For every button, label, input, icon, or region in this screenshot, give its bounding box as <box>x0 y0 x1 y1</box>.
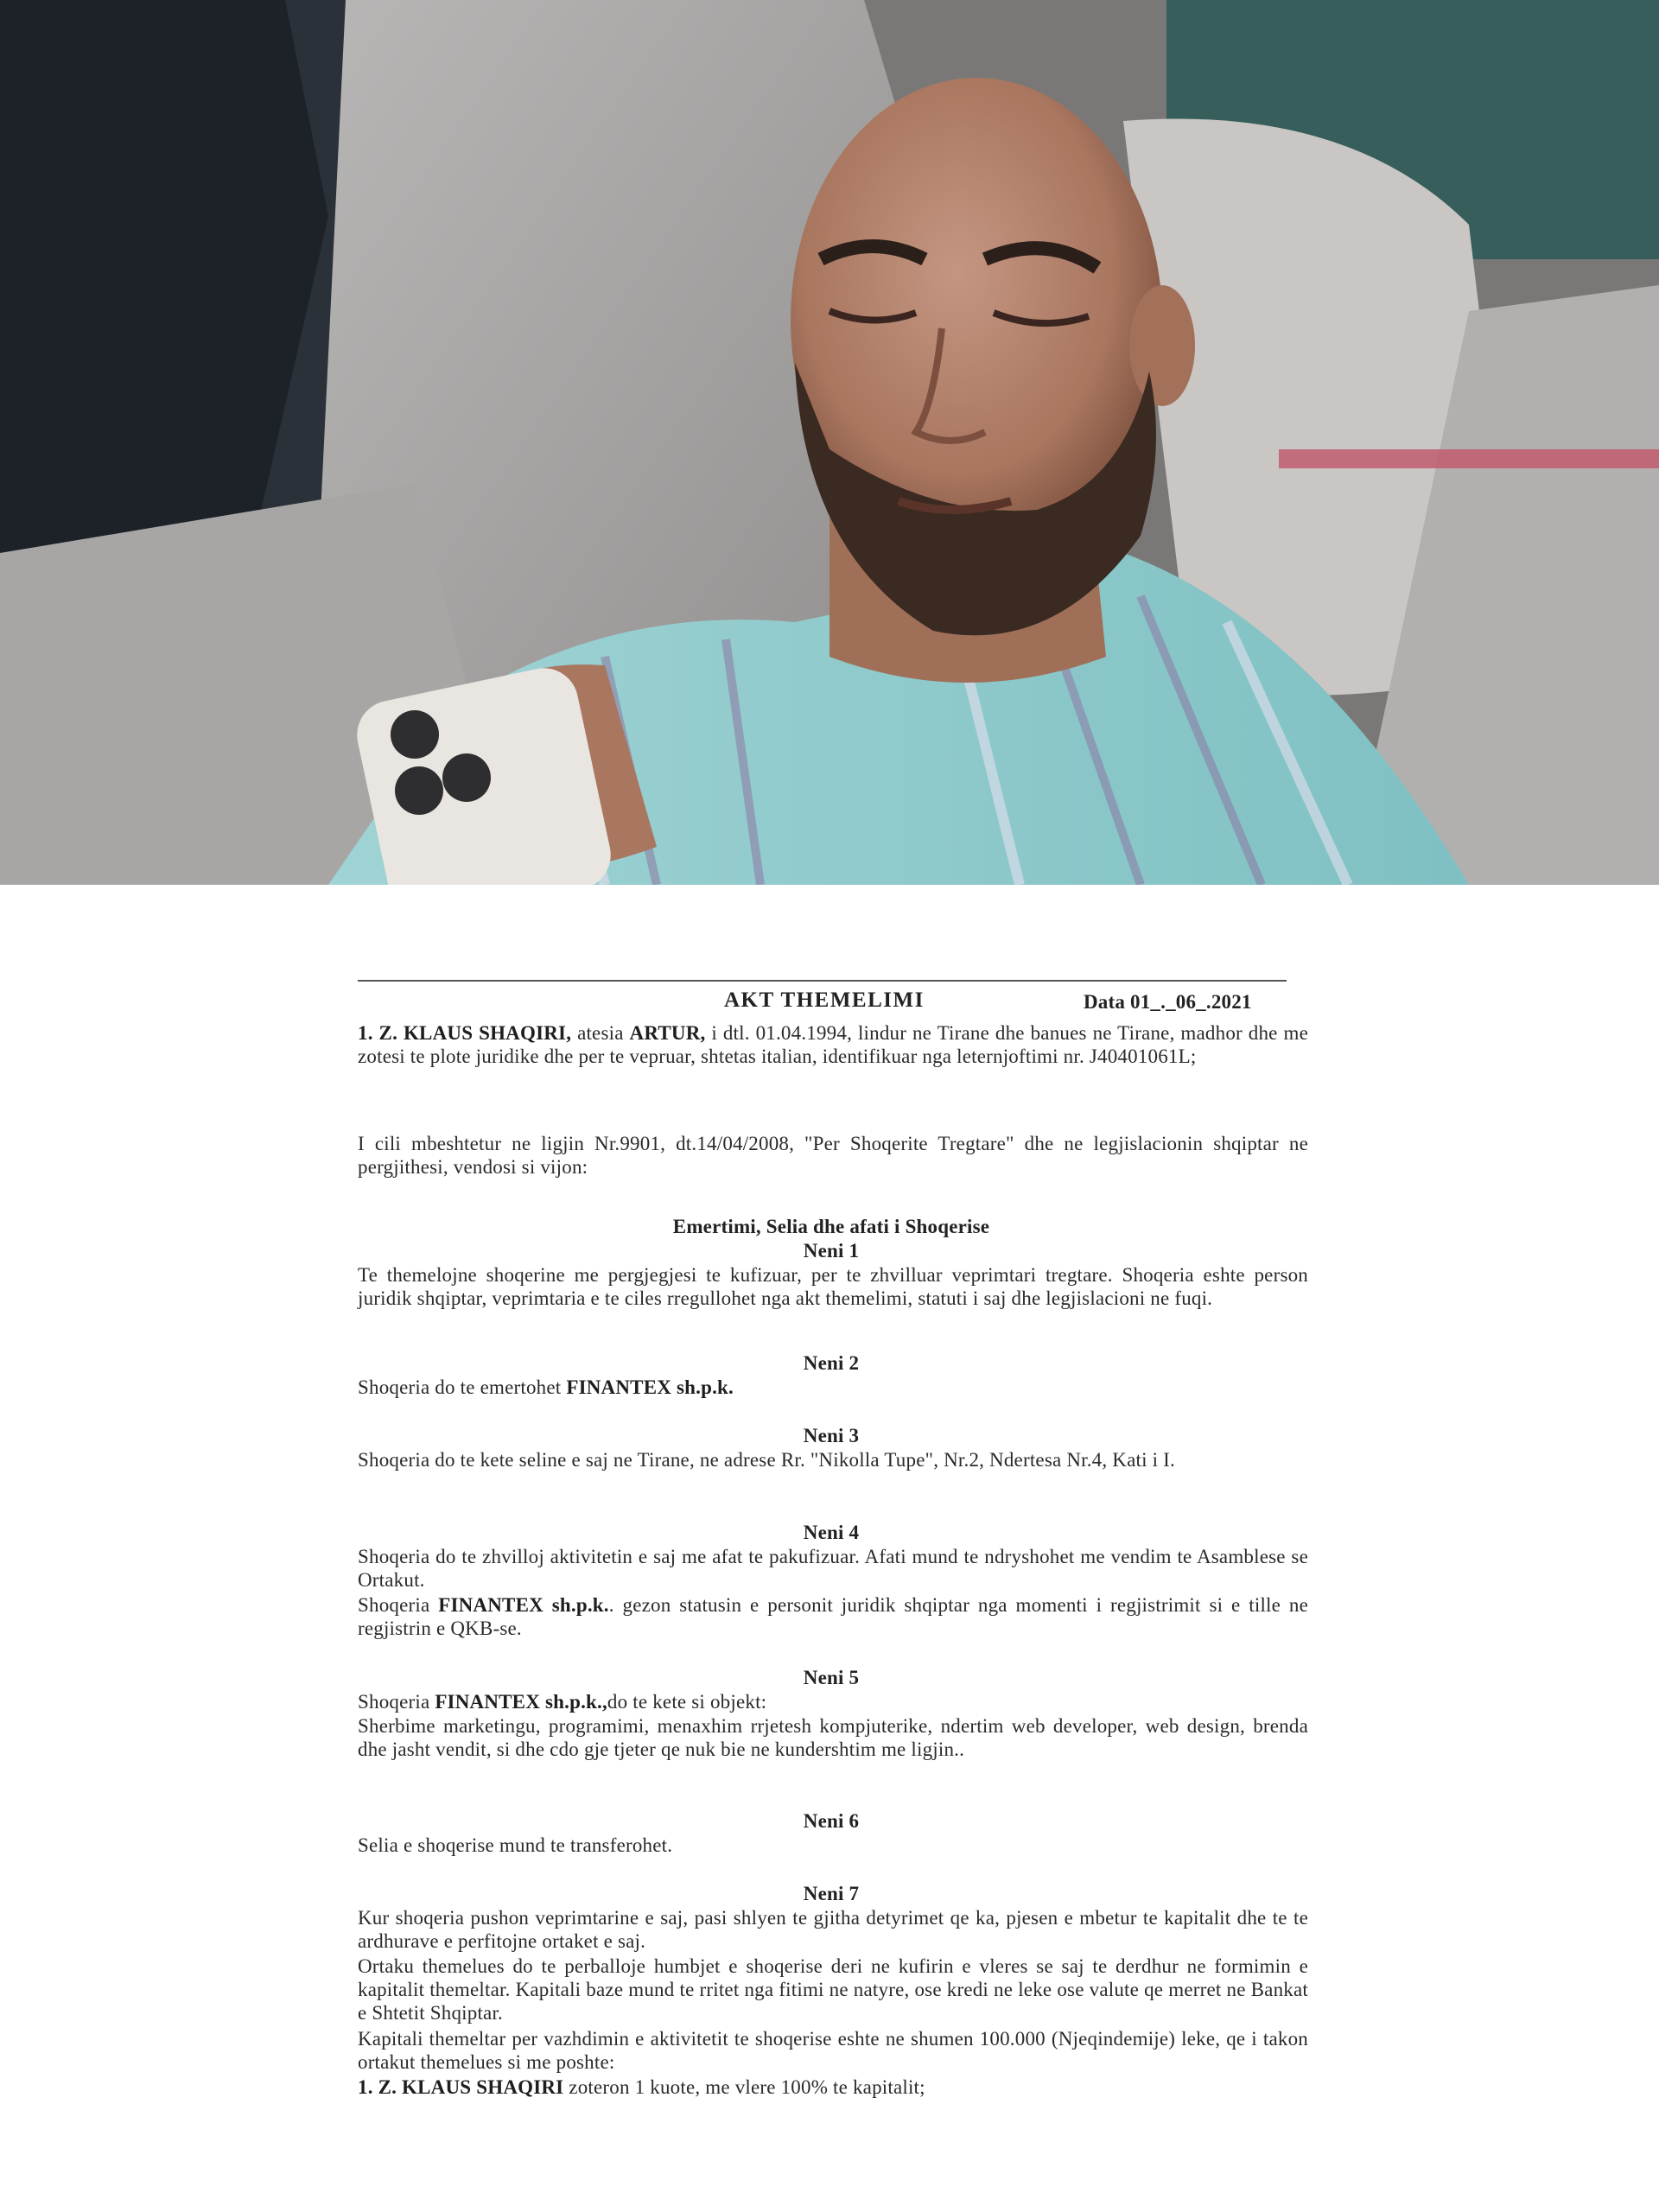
article-7-heading: Neni 7 <box>803 1883 860 1904</box>
article-4-text-2 <box>358 1593 1308 1640</box>
article-5-text-1b: do te kete si objekt: <box>607 1691 767 1713</box>
article-1-heading: Neni 1 <box>803 1240 860 1262</box>
article-5-text-2: Sherbime marketingu, programimi, menaxhim rrjetesh kompjuterike, ndertim web developer, web design, brenda dhe jasht vendit, si dhe cdo gje tjeter qe nuk bie ne kundershtim me ligjin.. <box>358 1715 1308 1760</box>
article-4-text-2b: . gezon statusin e personit juridik shqiptar nga momenti i regjistrimit si e tille ne regjistrin e QKB-se. <box>358 1594 1308 1639</box>
article-3-heading: Neni 3 <box>803 1425 860 1446</box>
article-7-text-2: Ortaku themelues do te perballoje humbjet e shoqerise deri ne kufirin e vleres se saj te derdhur ne formimin e kapitalit themeltar. Kapitali baze mund te rritet nga fitimi ne natyre, ose kredi ne leke ose valute qe merret ne Bankat e Shtetit Shqiptar. <box>358 1955 1308 2024</box>
article-5-heading: Neni 5 <box>803 1667 860 1688</box>
photo-illustration <box>0 0 1659 885</box>
party-number: 1. Z. <box>358 1022 398 1044</box>
section-title: Emertimi, Selia dhe afati i Shoqerise <box>672 1216 990 1237</box>
article-7-text-1: Kur shoqeria pushon veprimtarine e saj, pasi shlyen te gjitha detyrimet qe ka, pjesen e mbetur te kapitalit dhe te te ardhurave e perfitojne ortaket e saj. <box>358 1907 1308 1952</box>
shareholder-name: 1. Z. KLAUS SHAQIRI <box>358 2076 564 2098</box>
company-name-2: FINANTEX sh.p.k. <box>438 1594 609 1616</box>
atesia-label: atesia <box>577 1022 624 1044</box>
article-3-text: Shoqeria do te kete seline e saj ne Tirane, ne adrese Rr. "Nikolla Tupe", Nr.2, Ndertesa Nr.4, Kati i I. <box>358 1449 1175 1471</box>
party-details: i dtl. 01.04.1994, lindur ne Tirane dhe banues ne Tirane, madhor dhe me zotesi te plote juridike dhe per te vepruar, shtetas italian, identifikuar nga leternjoftimi nr. J40401061L; <box>358 1022 1308 1067</box>
shareholder-share: zoteron 1 kuote, me vlere 100% te kapitalit; <box>569 2076 925 2098</box>
top-rule <box>358 980 1287 982</box>
photo-man-with-phone <box>0 0 1659 885</box>
article-6-text: Selia e shoqerise mund te transferohet. <box>358 1834 673 1856</box>
article-1-text: Te themelojne shoqerine me pergjegjesi te kufizuar, per te zhvilluar veprimtari tregtare. Shoqeria eshte person juridik shqiptar, veprimtaria e te ciles rregullohet nga akt themelimi, statuti i saj dhe legjislacioni ne fuqi. <box>358 1264 1308 1309</box>
party-name: KLAUS SHAQIRI, <box>403 1022 572 1044</box>
founding-act-document <box>356 973 1306 2183</box>
document-header <box>356 988 1306 1016</box>
party-father: ARTUR, <box>629 1022 706 1044</box>
article-5-text-1 <box>358 1690 1308 1713</box>
article-5-text-1a: Shoqeria <box>358 1691 430 1713</box>
article-2-heading: Neni 2 <box>803 1352 860 1374</box>
article-4-text-2a: Shoqeria <box>358 1594 430 1616</box>
article-7-text-3: Kapitali themeltar per vazhdimin e aktivitetit te shoqerise eshte ne shumen 100.000 (Njeqindemije) leke, qe i takon ortakut themelues si me poshte: <box>358 2028 1308 2073</box>
document-title: AKT THEMELIMI <box>724 988 925 1012</box>
article-2-text <box>358 1376 1308 1399</box>
article-7-text-4 <box>358 2075 1308 2099</box>
legal-basis-paragraph: I cili mbeshtetur ne ligjin Nr.9901, dt.14/04/2008, "Per Shoqerite Tregtare" dhe ne legjislacionin shqiptar ne pergjithesi, vendosi si vijon: <box>358 1133 1308 1178</box>
intro-party-paragraph <box>358 1021 1308 1068</box>
article-6-heading: Neni 6 <box>803 1810 860 1832</box>
article-2-body: Shoqeria do te emertohet <box>358 1376 562 1398</box>
article-4-heading: Neni 4 <box>803 1522 860 1543</box>
document-date: Data 01_._06_.2021 <box>1084 991 1252 1013</box>
article-4-text-1: Shoqeria do te zhvilloj aktivitetin e saj me afat te pakufizuar. Afati mund te ndryshohet me vendim te Asamblese se Ortakut. <box>358 1546 1308 1591</box>
company-name: FINANTEX sh.p.k. <box>566 1376 734 1398</box>
company-name-3: FINANTEX sh.p.k., <box>435 1691 607 1713</box>
